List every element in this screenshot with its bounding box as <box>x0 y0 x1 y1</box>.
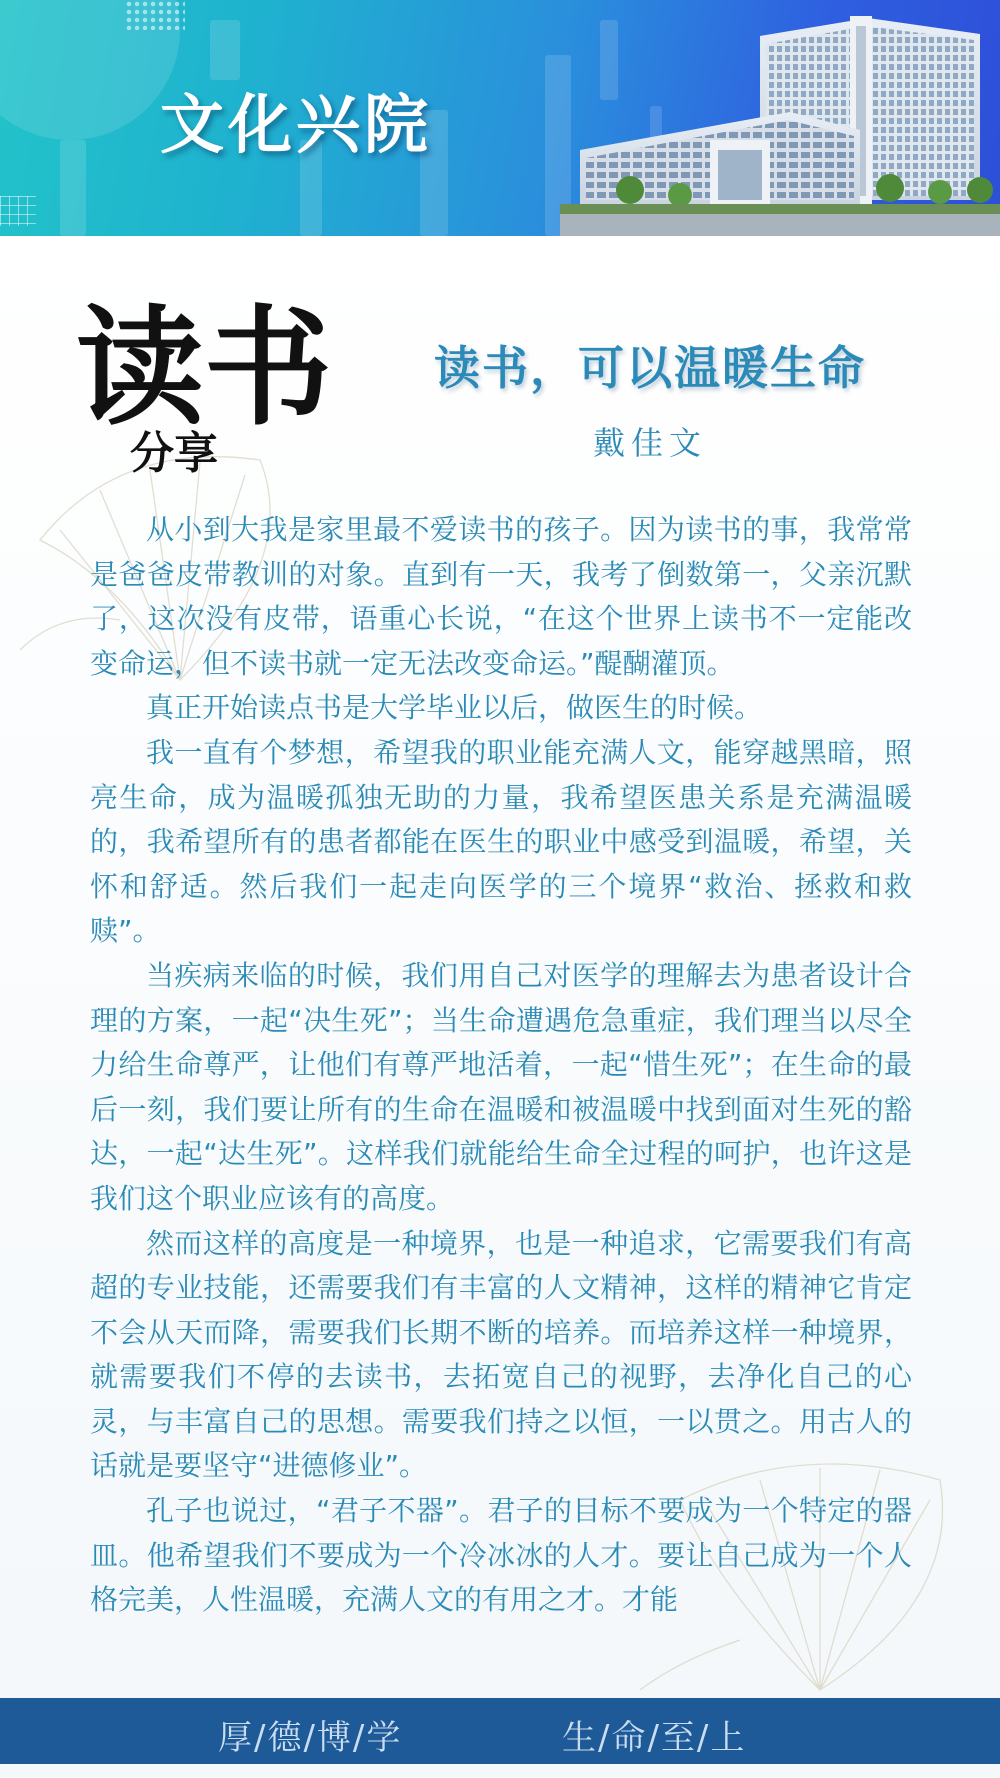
article-paragraph: 孔子也说过，“君子不器”。君子的目标不要成为一个特定的器皿。他希望我们不要成为一个冷冰冰的人才。要让自己成为一个人格完美，人性温暖，充满人文的有用之才。才能 <box>90 1494 912 1617</box>
article-paragraph: 真正开始读点书是大学毕业以后，做医生的时候。 <box>146 691 763 725</box>
header-banner <box>0 0 1000 236</box>
article-paragraph: 当疾病来临的时候，我们用自己对医学的理解去为患者设计合理的方案，一起“决生死”；当生命遭遇危急重症，我们理当以尽全力给生命尊严，让他们有尊严地活着，一起“惜生死”；在生命的最后一刻，我们要让所有的生命在温暖和被温暖中找到面对生死的豁达，一起“达生死”。这样我们就能给生命全过程的呵护，也许这是我们这个职业应该有的高度。 <box>90 958 912 1215</box>
decor-bar <box>210 20 240 80</box>
article-author: 戴佳文 <box>592 424 707 462</box>
article-paragraph: 然而这样的高度是一种境界，也是一种追求，它需要我们有高超的专业技能，还需要我们有丰富的人文精神，这样的精神它肯定不会从天而降，需要我们长期不断的培养。而培养这样一种境界，就需要我们不停的去读书，去拓宽自己的视野，去净化自己的心灵，与丰富自己的思想。需要我们持之以恒，一以贯之。用古人的话就是要坚守“进德修业”。 <box>90 1226 912 1483</box>
article-paragraph: 从小到大我是家里最不爱读书的孩子。因为读书的事，我常常是爸爸皮带教训的对象。直到有一天，我考了倒数第一，父亲沉默了，这次没有皮带，语重心长说，“在这个世界上读书不一定能改变命运，但不读书就一定无法改变命运。”醍醐灌顶。 <box>90 513 912 680</box>
decor-grid <box>0 196 36 226</box>
article-body <box>90 508 912 1658</box>
article-title: 读书，可以温暖生命 <box>434 341 866 395</box>
footer-motto-right: 生/命/至/上 <box>562 1718 747 1758</box>
calligraphy-large-text: 读书 <box>76 293 333 443</box>
banner-title: 文化兴院 <box>160 88 432 163</box>
hospital-building-image <box>560 0 1000 236</box>
footer-bar <box>0 1698 1000 1764</box>
decor-bar <box>60 140 86 236</box>
article-paragraph: 我一直有个梦想，希望我的职业能充满人文，能穿越黑暗，照亮生命，成为温暖孤独无助的力量，我希望医患关系是充满温暖的，我希望所有的患者都能在医生的职业中感受到温暖，希望，关怀和舒适。然后我们一起走向医学的三个境界“救治、拯救和救赎”。 <box>90 735 912 948</box>
decor-dots <box>125 0 185 30</box>
footer-bottom-strip <box>0 1764 1000 1778</box>
calligraphy-small-text: 分享 <box>130 428 218 479</box>
reading-share-calligraphy <box>76 272 356 492</box>
footer-motto-left: 厚/德/博/学 <box>218 1718 403 1758</box>
